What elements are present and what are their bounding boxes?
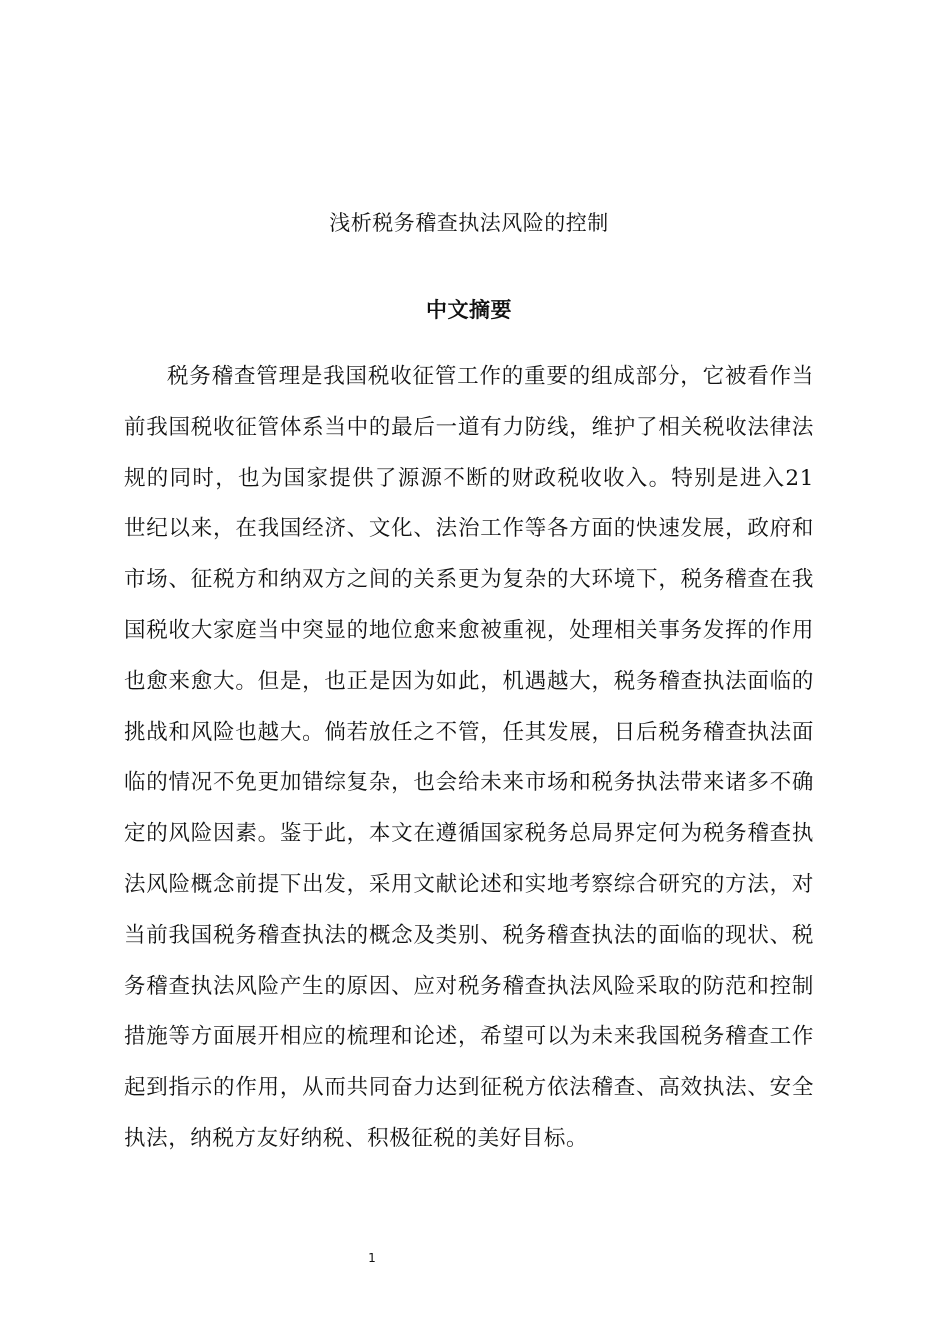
abstract-paragraph: 税务稽查管理是我国税收征管工作的重要的组成部分，它被看作当前我国税收征管体系当中的最后一道有力防线，维护了相关税收法律法规的同时，也为国家提供了源源不断的财政税收收入。特别是进入21世纪以来，在我国经济、文化、法治工作等各方面的快速发展，政府和市场、征税方和纳双方之间的关系更为复杂的大环境下，税务稽查在我国税收大家庭当中突显的地位愈来愈被重视，处理相关事务发挥的作用也愈来愈大。但是，也正是因为如此，机遇越大，税务稽查执法面临的挑战和风险也越大。倘若放任之不管，任其发展，日后税务稽查执法面临的情况不免更加错综复杂，也会给未来市场和税务执法带来诸多不确定的风险因素。鉴于此，本文在遵循国家税务总局界定何为税务稽查执法风险概念前提下出发，采用文献论述和实地考察综合研究的方法，对当前我国税务稽查执法的概念及类别、税务稽查执法的面临的现状、税务稽查执法风险产生的原因、应对税务稽查执法风险采取的防范和控制措施等方面展开相应的梳理和论述，希望可以为未来我国税务稽查工作起到指示的作用，从而共同奋力达到征税方依法稽查、高效执法、安全执法，纳税方友好纳税、积极征税的美好目标。 <box>124 364 814 1151</box>
abstract-heading: 中文摘要 <box>426 298 512 322</box>
page-number: 1 <box>368 1251 376 1265</box>
document-title: 浅析税务稽查执法风险的控制 <box>329 211 609 235</box>
